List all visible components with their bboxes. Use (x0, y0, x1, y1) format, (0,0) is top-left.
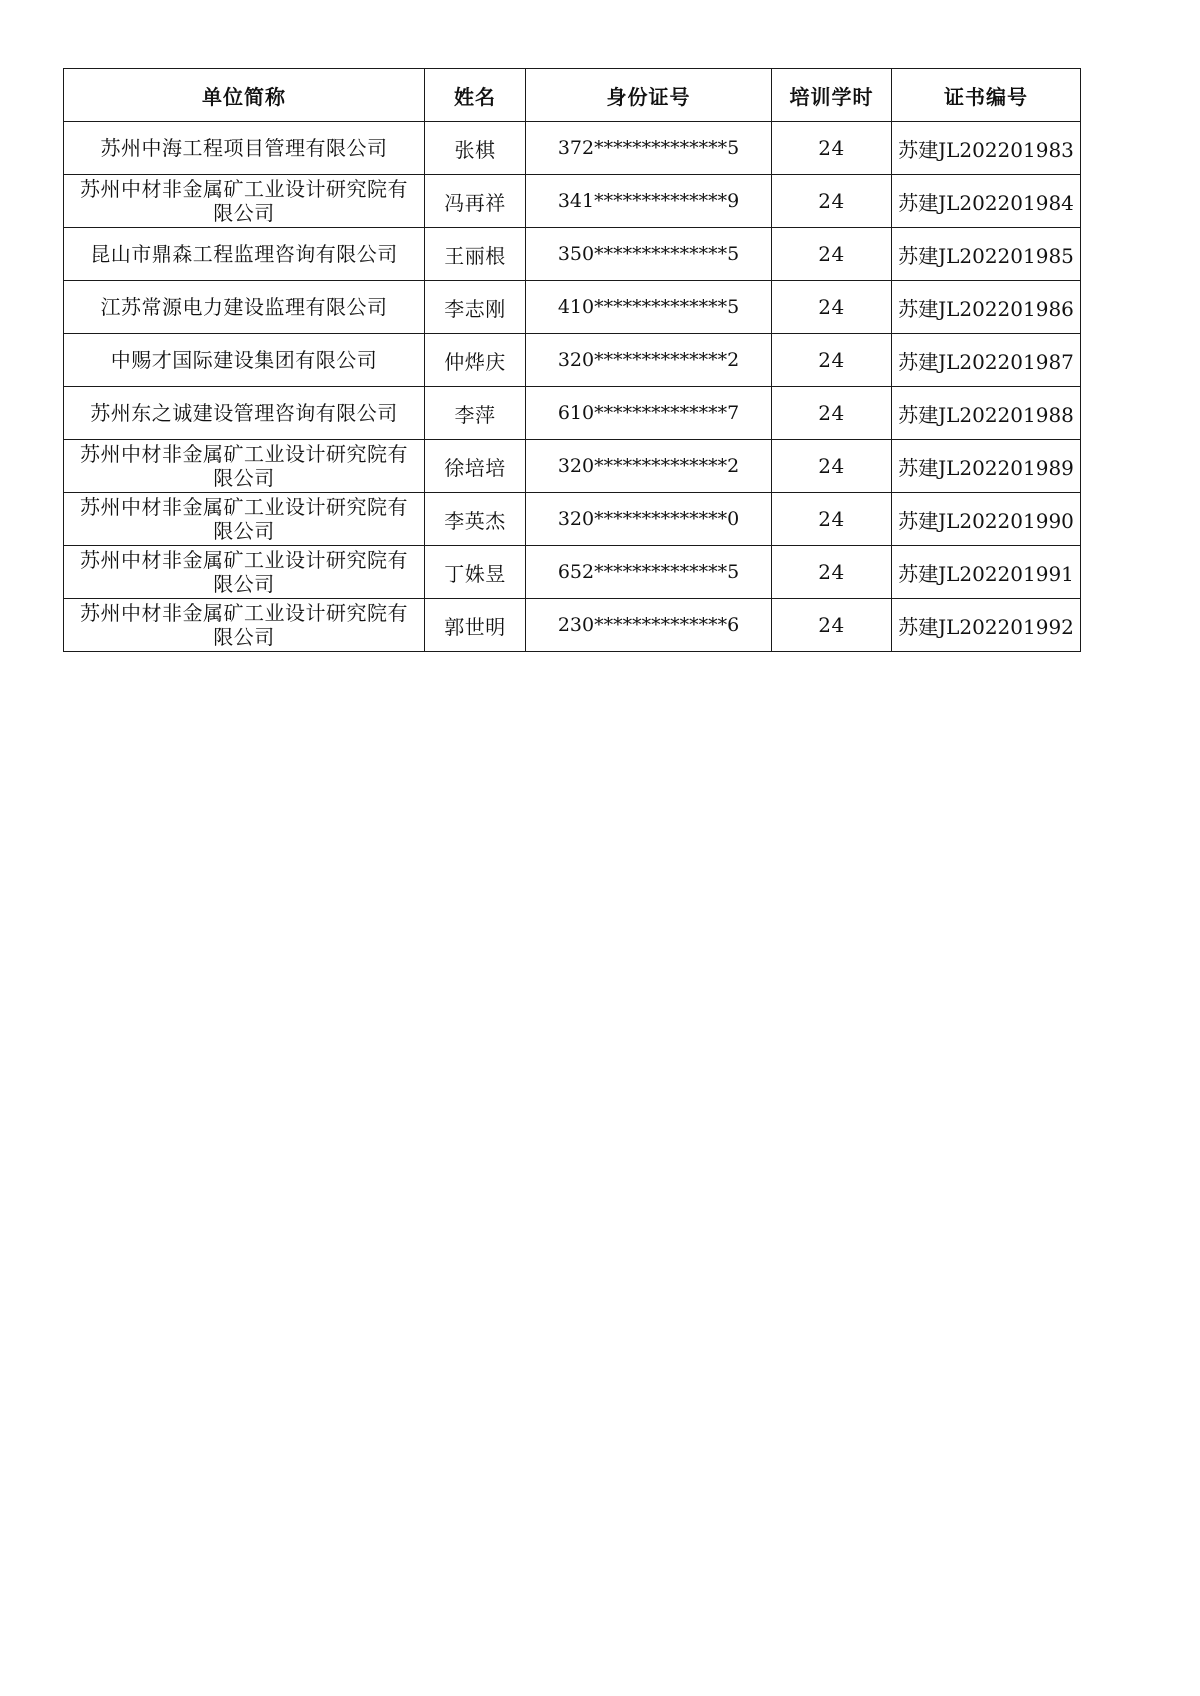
cell-certificate-number: 苏建JL202201984 (892, 175, 1081, 228)
table-body (64, 122, 1081, 652)
cell-id-number: 230**************6 (526, 599, 772, 652)
table-header (64, 69, 1081, 122)
cell-certificate-number: 苏建JL202201988 (892, 387, 1081, 440)
table-row (64, 228, 1081, 281)
cell-name: 王丽根 (425, 228, 526, 281)
table-row (64, 440, 1081, 493)
cell-training-hours: 24 (772, 440, 892, 493)
header-row (64, 69, 1081, 122)
cell-id-number: 320**************0 (526, 493, 772, 546)
cell-name: 仲烨庆 (425, 334, 526, 387)
header-certificate-number: 证书编号 (892, 69, 1081, 122)
cell-certificate-number: 苏建JL202201991 (892, 546, 1081, 599)
cell-id-number: 610**************7 (526, 387, 772, 440)
header-name: 姓名 (425, 69, 526, 122)
cell-training-hours: 24 (772, 546, 892, 599)
cell-certificate-number: 苏建JL202201989 (892, 440, 1081, 493)
cell-certificate-number: 苏建JL202201990 (892, 493, 1081, 546)
cell-name: 李英杰 (425, 493, 526, 546)
table-row (64, 493, 1081, 546)
cell-id-number: 652**************5 (526, 546, 772, 599)
cell-certificate-number: 苏建JL202201987 (892, 334, 1081, 387)
cell-id-number: 320**************2 (526, 334, 772, 387)
table-row (64, 175, 1081, 228)
cell-certificate-number: 苏建JL202201985 (892, 228, 1081, 281)
cell-unit: 中赐才国际建设集团有限公司 (64, 334, 425, 387)
cell-training-hours: 24 (772, 281, 892, 334)
cell-training-hours: 24 (772, 175, 892, 228)
cell-name: 徐培培 (425, 440, 526, 493)
cell-name: 冯再祥 (425, 175, 526, 228)
cell-training-hours: 24 (772, 493, 892, 546)
cell-unit: 苏州中材非金属矿工业设计研究院有限公司 (64, 599, 425, 652)
cell-name: 丁姝昱 (425, 546, 526, 599)
cell-unit: 苏州中材非金属矿工业设计研究院有限公司 (64, 493, 425, 546)
cell-unit: 江苏常源电力建设监理有限公司 (64, 281, 425, 334)
cell-unit: 苏州中海工程项目管理有限公司 (64, 122, 425, 175)
cell-id-number: 410**************5 (526, 281, 772, 334)
cell-training-hours: 24 (772, 228, 892, 281)
cell-certificate-number: 苏建JL202201992 (892, 599, 1081, 652)
cell-unit: 苏州中材非金属矿工业设计研究院有限公司 (64, 440, 425, 493)
cell-certificate-number: 苏建JL202201983 (892, 122, 1081, 175)
cell-name: 张棋 (425, 122, 526, 175)
table-row (64, 334, 1081, 387)
cell-unit: 苏州中材非金属矿工业设计研究院有限公司 (64, 175, 425, 228)
cell-unit: 昆山市鼎森工程监理咨询有限公司 (64, 228, 425, 281)
cell-unit: 苏州中材非金属矿工业设计研究院有限公司 (64, 546, 425, 599)
cell-id-number: 341**************9 (526, 175, 772, 228)
table-row (64, 546, 1081, 599)
table-row (64, 387, 1081, 440)
cell-name: 李萍 (425, 387, 526, 440)
cell-unit: 苏州东之诚建设管理咨询有限公司 (64, 387, 425, 440)
cell-id-number: 320**************2 (526, 440, 772, 493)
document-sheet (63, 68, 1081, 652)
table-row (64, 122, 1081, 175)
cell-name: 郭世明 (425, 599, 526, 652)
table-row (64, 599, 1081, 652)
header-unit: 单位简称 (64, 69, 425, 122)
cell-id-number: 350**************5 (526, 228, 772, 281)
cell-name: 李志刚 (425, 281, 526, 334)
cell-training-hours: 24 (772, 122, 892, 175)
cell-certificate-number: 苏建JL202201986 (892, 281, 1081, 334)
cell-id-number: 372**************5 (526, 122, 772, 175)
cell-training-hours: 24 (772, 387, 892, 440)
header-training-hours: 培训学时 (772, 69, 892, 122)
cell-training-hours: 24 (772, 334, 892, 387)
header-id-number: 身份证号 (526, 69, 772, 122)
training-certificate-table (63, 68, 1081, 652)
table-row (64, 281, 1081, 334)
cell-training-hours: 24 (772, 599, 892, 652)
